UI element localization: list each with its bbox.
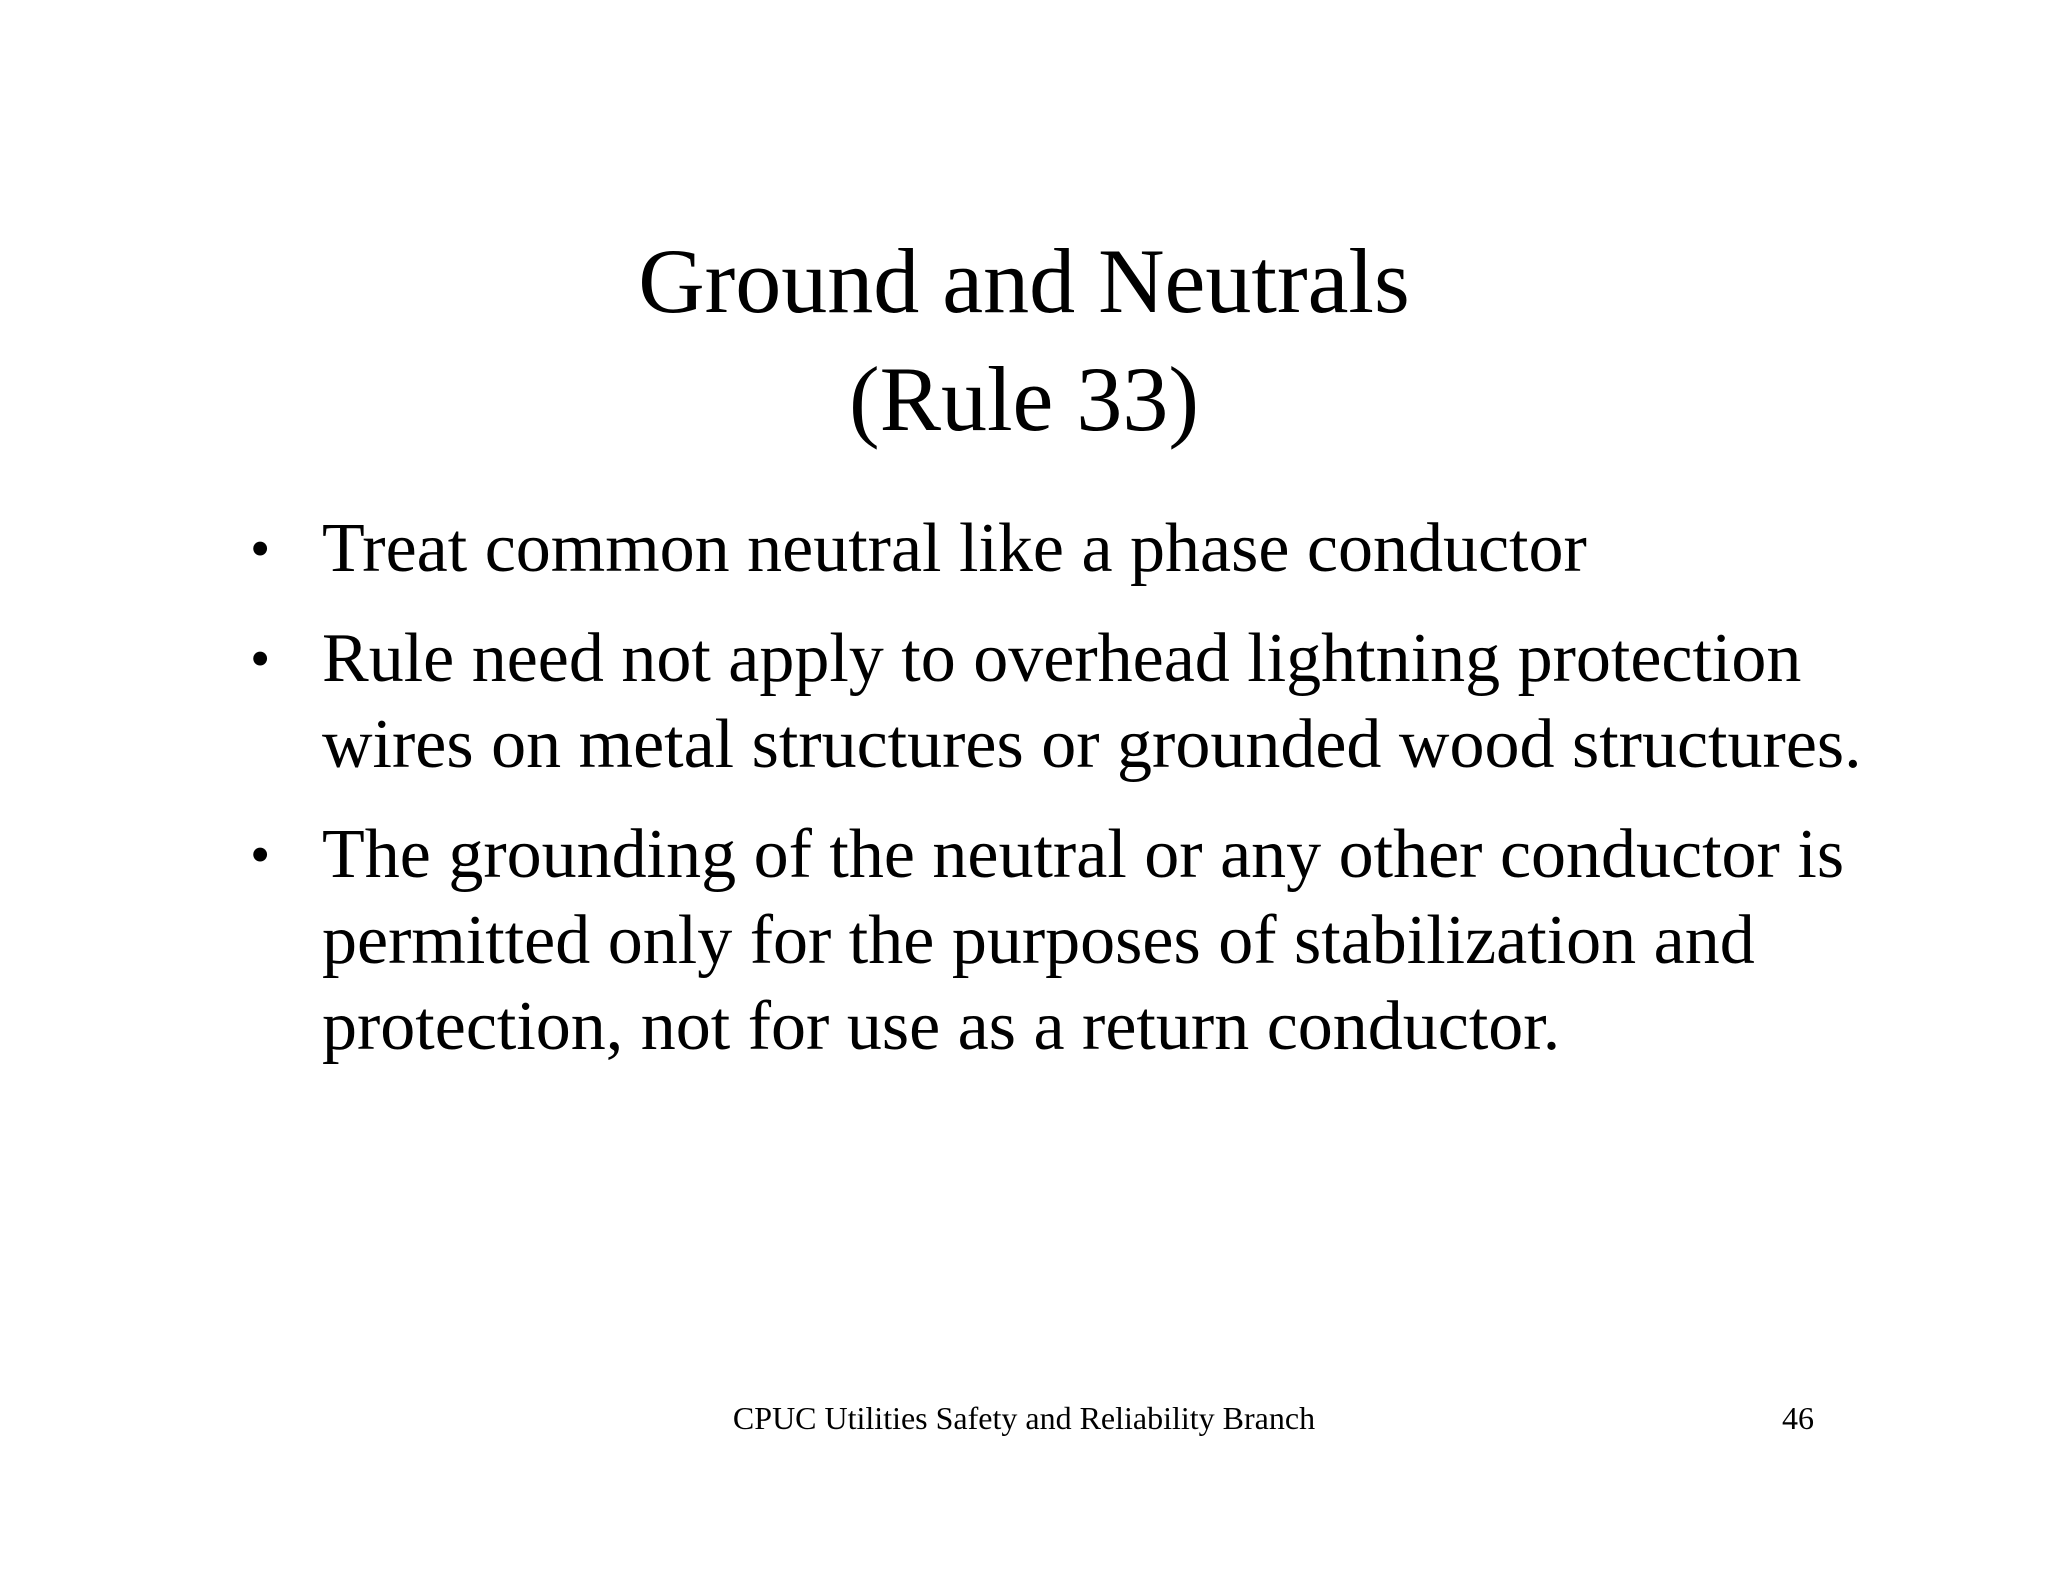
title-line-2: (Rule 33) bbox=[848, 348, 1200, 450]
bullet-item-3 bbox=[250, 812, 1870, 1070]
bullet-text-3: The grounding of the neutral or any other conductor is permitted only for the purposes of stabilization and protection, not for use as a return conductor. bbox=[322, 816, 1845, 1065]
title-line-1: Ground and Neutrals bbox=[638, 230, 1410, 332]
bullet-list bbox=[250, 506, 1870, 1094]
page-number: 46 bbox=[1782, 1400, 1814, 1436]
slide-title bbox=[0, 222, 2048, 458]
bullet-icon: • bbox=[250, 516, 271, 581]
bullet-icon: • bbox=[250, 626, 271, 691]
bullet-icon: • bbox=[250, 822, 271, 887]
bullet-item-1 bbox=[250, 506, 1870, 592]
bullet-text-2: Rule need not apply to overhead lightning protection wires on metal structures or grounded wood structures. bbox=[322, 620, 1862, 783]
bullet-text-1: Treat common neutral like a phase conductor bbox=[322, 510, 1587, 587]
bullet-item-2 bbox=[250, 616, 1870, 788]
footer-text: CPUC Utilities Safety and Reliability Branch bbox=[732, 1400, 1316, 1436]
